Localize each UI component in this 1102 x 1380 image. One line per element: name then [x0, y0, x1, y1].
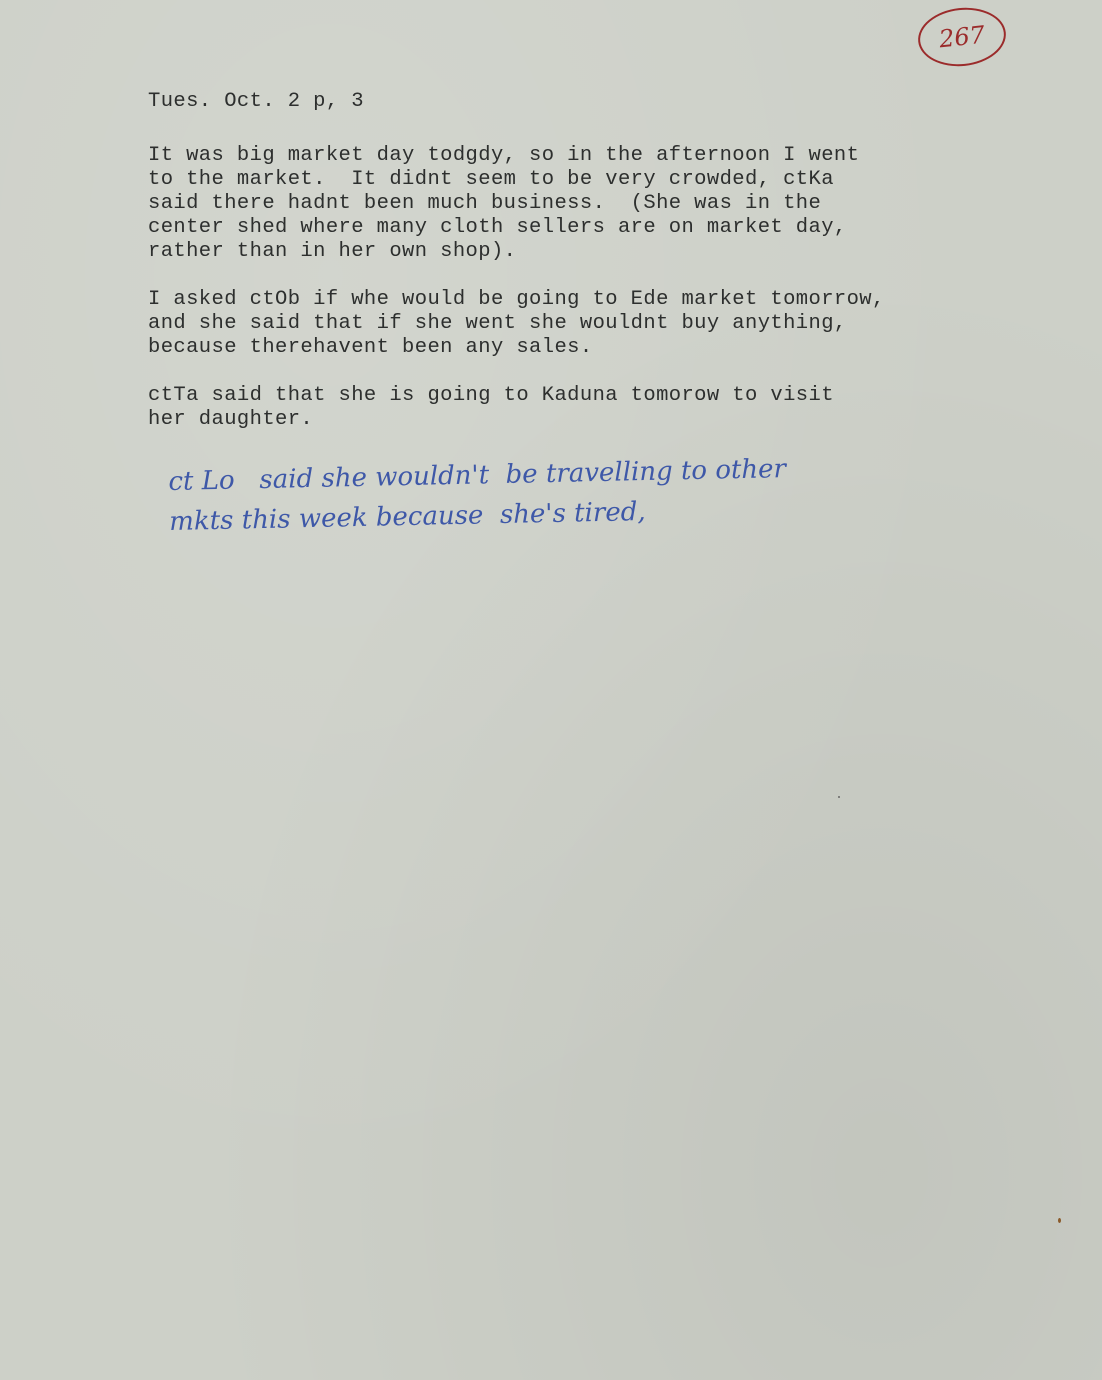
text-line: said there hadnt been much business. (She was in the [148, 192, 822, 215]
text-line: center shed where many cloth sellers are on market day, [148, 216, 847, 239]
text-line: because therehavent been any sales. [148, 336, 593, 359]
text-line: her daughter. [148, 408, 314, 431]
handwritten-line: mkts this week because she's tired, [168, 497, 646, 537]
text-line: to the market. It didnt seem to be very crowded, ctKa [148, 168, 834, 191]
handwritten-note [168, 443, 1069, 542]
page-number-stamp: 267 [915, 4, 1009, 71]
paragraph-kaduna [148, 384, 1008, 432]
paper-speck [838, 796, 840, 798]
text-line: I asked ctOb if whe would be going to Ede market tomorrow, [148, 288, 885, 311]
text-line: It was big market day todgdy, so in the afternoon I went [148, 144, 860, 167]
paragraph-market-day [148, 144, 1008, 264]
text-line: and she said that if she went she wouldnt buy anything, [148, 312, 847, 335]
typed-notes [148, 90, 1008, 456]
handwritten-line: ct Lo said she wouldn't be travelling to other [168, 454, 787, 497]
date-line: Tues. Oct. 2 p, 3 [148, 90, 364, 113]
paper-speck [1058, 1218, 1061, 1223]
paragraph-ede-market [148, 288, 1008, 360]
text-line: rather than in her own shop). [148, 240, 517, 263]
text-line: ctTa said that she is going to Kaduna tomorow to visit [148, 384, 834, 407]
